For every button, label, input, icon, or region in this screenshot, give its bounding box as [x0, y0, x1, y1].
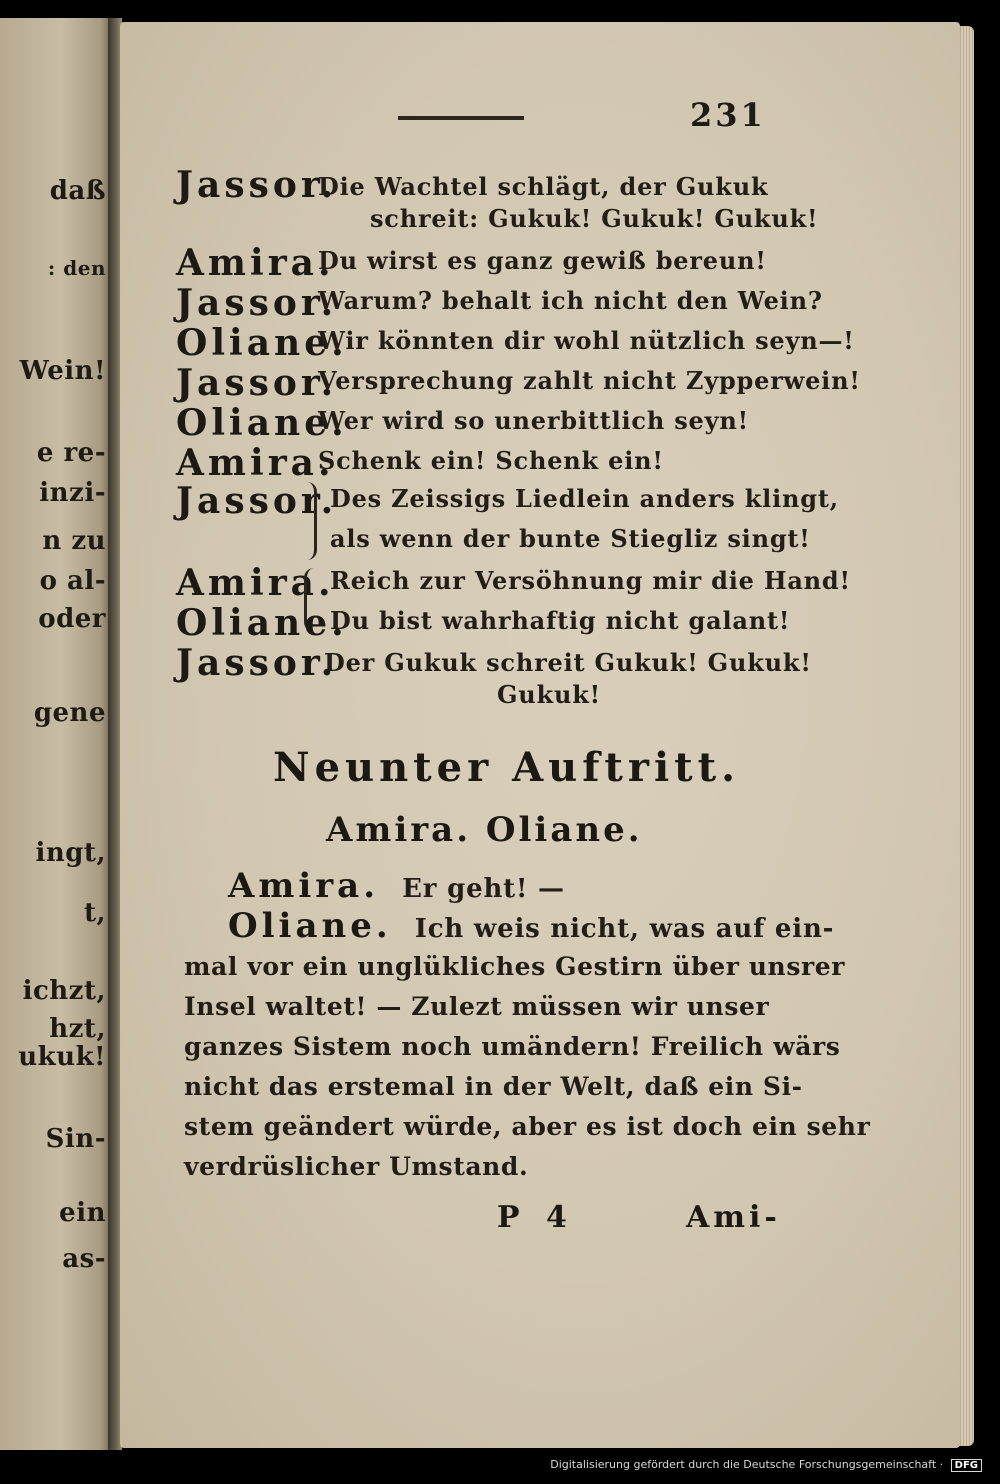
verse-line: als wenn der bunte Stiegliz singt! [330, 524, 811, 553]
speaker-name: Jassor. [176, 642, 338, 684]
verse-line: Die Wachtel schlägt, der Gukuk [318, 172, 769, 201]
left-page-fragment: gene [33, 698, 106, 728]
speaker-name: Jassor. [176, 362, 338, 404]
verse-line: Gukuk! [497, 680, 601, 709]
speaker-name: Oliane. [176, 322, 348, 364]
prose-line: Insel waltet! — Zulezt müssen wir unser [184, 992, 770, 1021]
prose-line: mal vor ein unglükliches Gestirn über unsrer [184, 952, 846, 981]
verse-line: Reich zur Versöhnung mir die Hand! [330, 566, 851, 595]
left-page-fragment: ichzt, [22, 976, 106, 1006]
left-page-fragment: Sin- [45, 1124, 106, 1154]
left-page-fragment: ein [59, 1198, 106, 1228]
speaker-name: Jassor. [176, 164, 338, 206]
left-page-fragment: ukuk! [18, 1042, 106, 1072]
prose-text: Er geht! — [402, 874, 565, 904]
verse-line: Du wirst es ganz gewiß bereun! [318, 246, 767, 275]
speaker-name: Amira. [176, 442, 335, 484]
header-rule [398, 116, 524, 120]
prose-text: Ich weis nicht, was auf ein- [414, 914, 835, 944]
left-page-fragment: as- [62, 1244, 106, 1274]
speaker-name: Amira. [228, 866, 380, 906]
verse-line: Des Zeissigs Liedlein anders klingt, [330, 484, 839, 513]
verse-line: Versprechung zahlt nicht Zypperwein! [318, 366, 861, 395]
left-page-fragment: inzi- [39, 478, 106, 508]
verse-line: Du bist wahrhaftig nicht galant! [330, 606, 791, 635]
left-page-fragment: e re- [36, 438, 106, 468]
verse-line: Der Gukuk schreit Gukuk! Gukuk! [324, 648, 812, 677]
left-page-fragment: n zu [42, 526, 106, 556]
speaker-name: Oliane. [176, 402, 348, 444]
prose-line: stem geändert würde, aber es ist doch ein sehr [184, 1112, 871, 1141]
signature-mark: P 4 [497, 1200, 575, 1235]
prose-line: nicht das erstemal in der Welt, daß ein Si- [184, 1072, 803, 1101]
footer-credit [550, 1458, 982, 1472]
scene-cast: Amira. Oliane. [326, 810, 643, 850]
left-page-fragment: t, [83, 898, 106, 928]
speaker-brace [300, 482, 317, 560]
footer-text: Digitalisierung gefördert durch die Deutsche Forschungsgemeinschaft · [550, 1458, 944, 1471]
prose-line: ganzes Sistem noch umändern! Freilich wärs [184, 1032, 841, 1061]
prose-line-first [228, 866, 565, 906]
speaker-name: Oliane. [228, 906, 392, 946]
left-page-fragment: hzt, [49, 1014, 106, 1044]
verse-line: Wir könnten dir wohl nützlich seyn—! [318, 326, 855, 355]
page-number: 231 [690, 96, 766, 134]
prose-line: verdrüslicher Umstand. [184, 1152, 529, 1181]
speaker-name: Jassor. [176, 480, 338, 522]
speaker-name: Oliane. [176, 602, 348, 644]
left-page-fragment: Wein! [19, 356, 106, 386]
dfg-logo: DFG [951, 1459, 982, 1472]
verse-line: Wer wird so unerbittlich seyn! [318, 406, 749, 435]
speaker-name: Jassor. [176, 282, 338, 324]
left-page-fragment: ingt, [35, 838, 106, 868]
speaker-name: Amira. [176, 562, 335, 604]
left-page [0, 18, 112, 1450]
speaker-name: Amira. [176, 242, 335, 284]
catchword: Ami- [686, 1200, 781, 1235]
verse-line: Warum? behalt ich nicht den Wein? [318, 286, 823, 315]
left-page-fragment: daß [49, 176, 106, 206]
left-page-fragment: : den [47, 256, 106, 280]
scene-title: Neunter Auftritt. [273, 744, 741, 791]
left-page-fragment: o al- [39, 566, 106, 596]
left-page-fragment: oder [38, 604, 106, 634]
verse-line: schreit: Gukuk! Gukuk! Gukuk! [370, 204, 819, 233]
prose-line-second [228, 906, 834, 946]
verse-line: Schenk ein! Schenk ein! [318, 446, 664, 475]
